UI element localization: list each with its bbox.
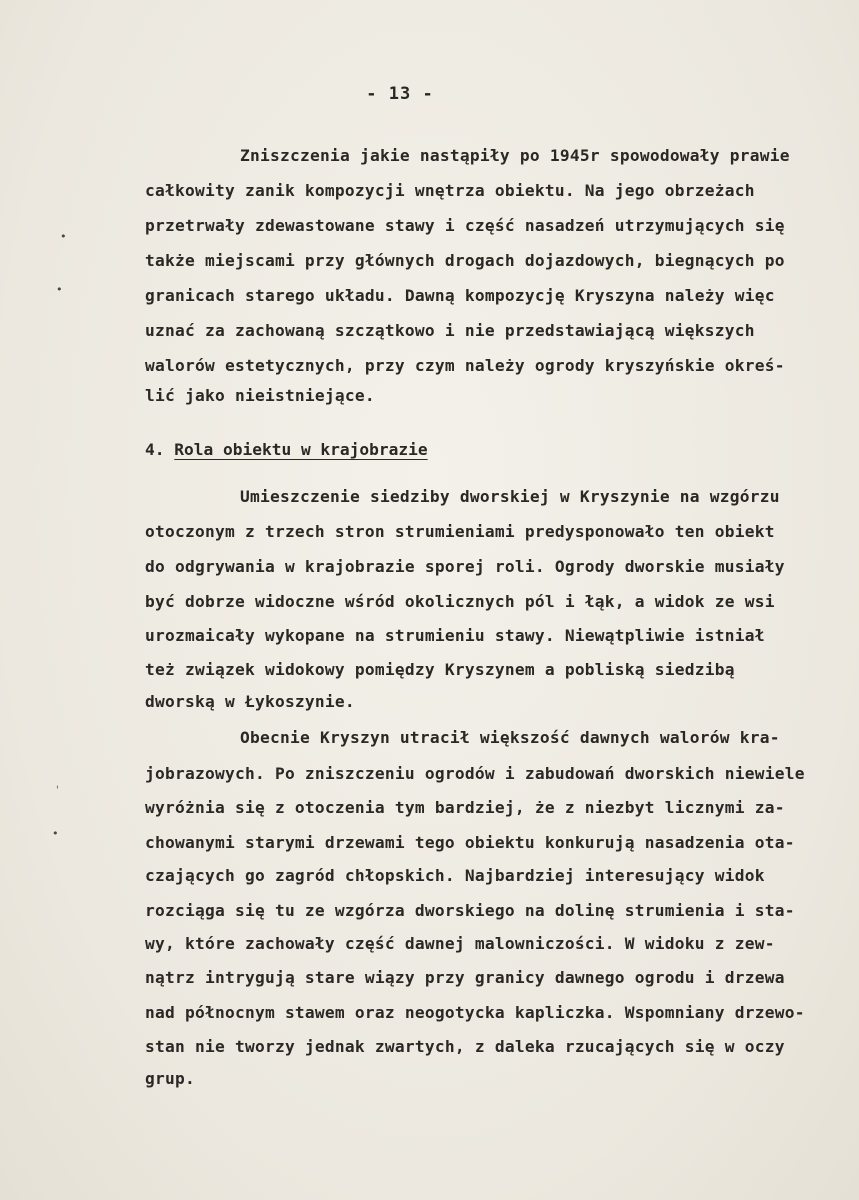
text-line: nątrz intrygują stare wiązy przy granicy dawnego ogrodu i drzewa xyxy=(145,968,785,987)
text-line: Umieszczenie siedziby dworskiej w Kryszynie na wzgórzu xyxy=(240,487,780,506)
text-line: granicach starego układu. Dawną kompozycję Kryszyna należy więc xyxy=(145,286,775,305)
section-title: Rola obiektu w krajobrazie xyxy=(174,440,428,459)
margin-mark: • xyxy=(60,230,67,243)
text-line: rozciąga się tu ze wzgórza dworskiego na dolinę strumienia i sta- xyxy=(145,901,795,920)
margin-mark: • xyxy=(52,827,59,840)
text-line: stan nie tworzy jednak zwartych, z daleka rzucających się w oczy xyxy=(145,1037,785,1056)
text-line: lić jako nieistniejące. xyxy=(145,386,375,405)
text-line: Zniszczenia jakie nastąpiły po 1945r spowodowały prawie xyxy=(240,146,790,165)
text-line: całkowity zanik kompozycji wnętrza obiektu. Na jego obrzeżach xyxy=(145,181,755,200)
text-line: jobrazowych. Po zniszczeniu ogrodów i zabudowań dworskich niewiele xyxy=(145,764,805,783)
text-line: dworską w Łykoszynie. xyxy=(145,692,355,711)
text-line: wy, które zachowały część dawnej malowniczości. W widoku z zew- xyxy=(145,934,775,953)
text-line: wyróżnia się z otoczenia tym bardziej, że z niezbyt licznymi za- xyxy=(145,798,785,817)
text-line: też związek widokowy pomiędzy Kryszynem a pobliską siedzibą xyxy=(145,660,735,679)
text-line: uznać za zachowaną szczątkowo i nie przedstawiającą większych xyxy=(145,321,755,340)
text-line: czających go zagród chłopskich. Najbardziej interesujący widok xyxy=(145,866,765,885)
text-line: walorów estetycznych, przy czym należy ogrody kryszyńskie okreś- xyxy=(145,356,785,375)
text-line: grup. xyxy=(145,1069,195,1088)
margin-mark: • xyxy=(56,283,63,296)
text-line: nad północnym stawem oraz neogotycka kapliczka. Wspomniany drzewo- xyxy=(145,1003,805,1022)
text-line: Obecnie Kryszyn utracił większość dawnych walorów kra- xyxy=(240,728,780,747)
text-line: chowanymi starymi drzewami tego obiektu konkurują nasadzenia ota- xyxy=(145,833,795,852)
text-line: być dobrze widoczne wśród okolicznych pól i łąk, a widok ze wsi xyxy=(145,592,775,611)
page-number: - 13 - xyxy=(366,84,434,104)
text-line: do odgrywania w krajobrazie sporej roli. Ogrody dworskie musiały xyxy=(145,557,785,576)
text-line: urozmaicały wykopane na strumieniu stawy. Niewątpliwie istniał xyxy=(145,626,765,645)
margin-mark: ˌ xyxy=(54,777,61,790)
section-number: 4. xyxy=(145,440,165,459)
text-line: otoczonym z trzech stron strumieniami predysponowało ten obiekt xyxy=(145,522,775,541)
text-line: przetrwały zdewastowane stawy i część nasadzeń utrzymujących się xyxy=(145,216,785,235)
section-heading xyxy=(145,440,428,460)
text-line: także miejscami przy głównych drogach dojazdowych, biegnących po xyxy=(145,251,785,270)
